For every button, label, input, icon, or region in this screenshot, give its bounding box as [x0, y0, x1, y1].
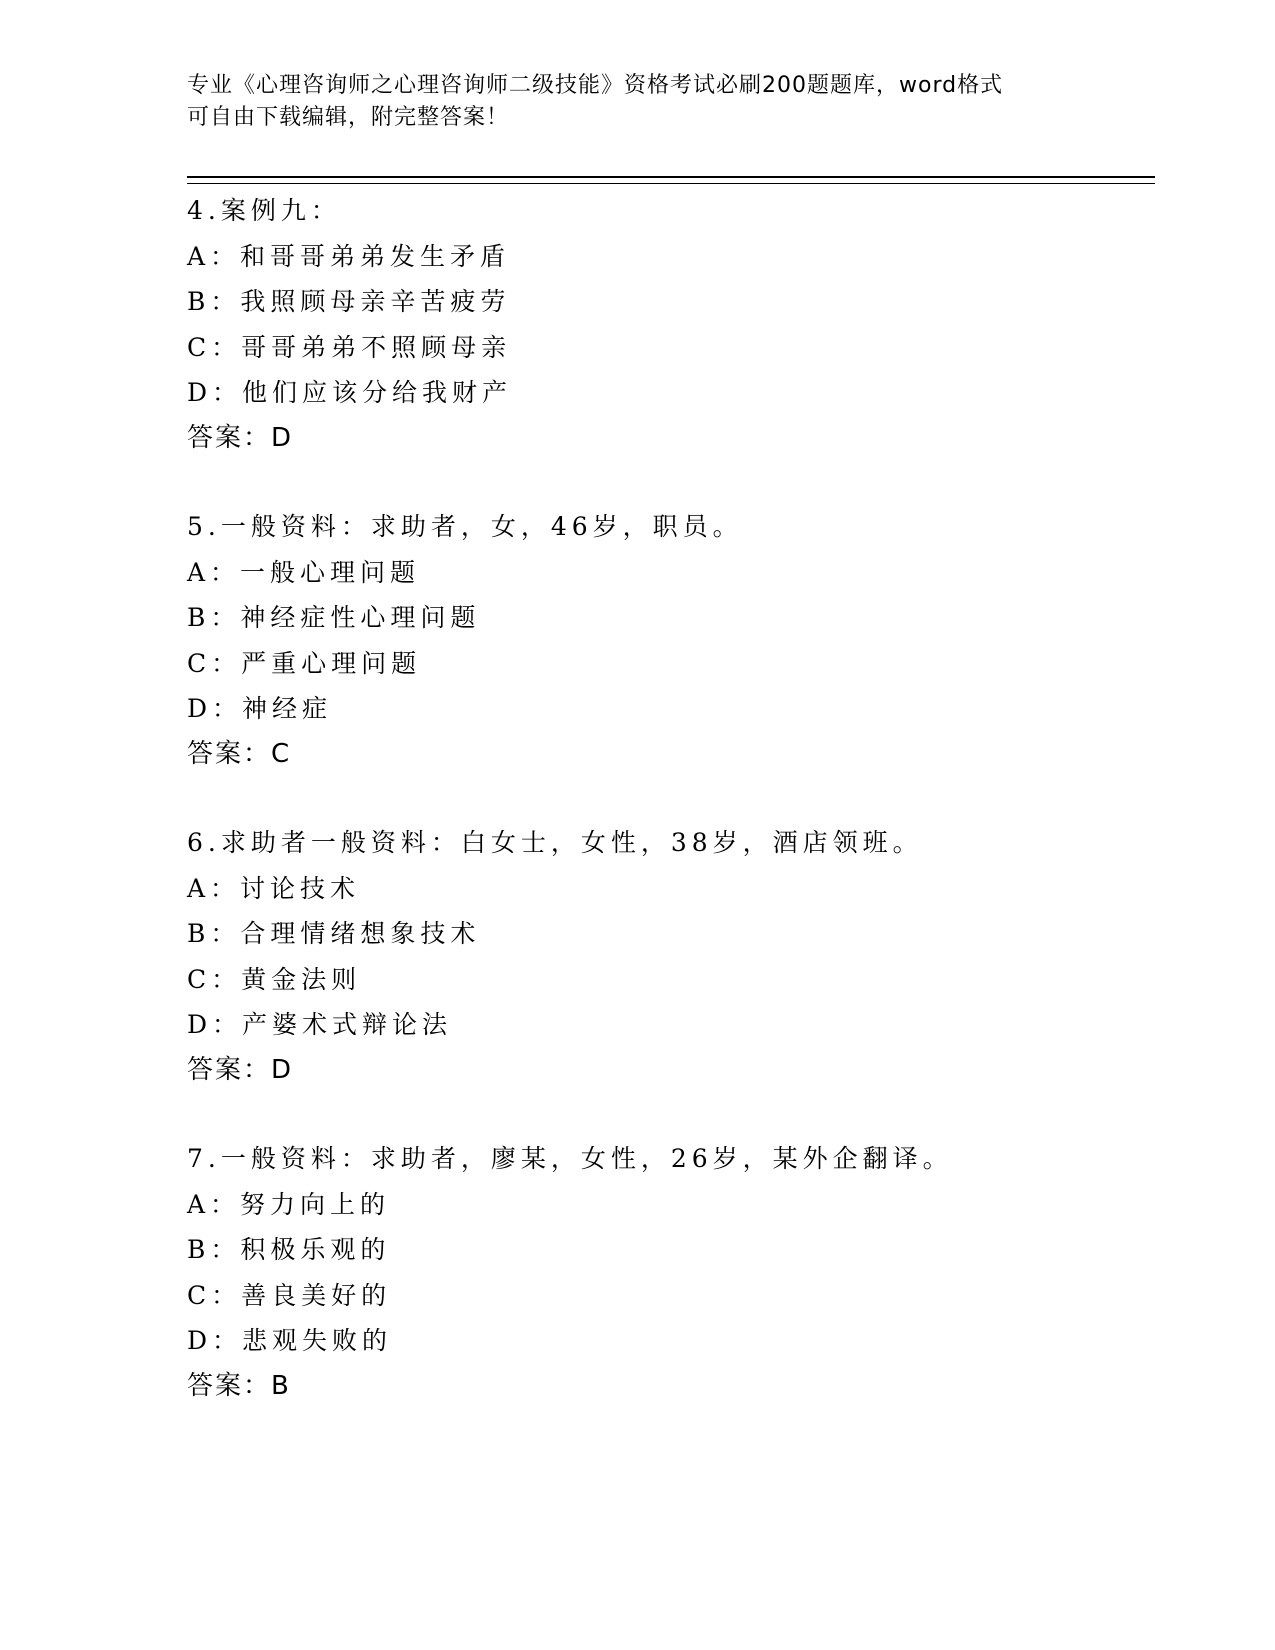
option-d: D：他们应该分给我财产	[187, 378, 513, 407]
option-a: A：讨论技术	[187, 873, 361, 903]
option-c: C：善良美好的	[187, 1280, 392, 1310]
option-c: C：严重心理问题	[187, 648, 422, 678]
option-b: B：积极乐观的	[187, 1235, 391, 1264]
option-d: D：悲观失败的	[187, 1326, 393, 1355]
option-c: C：哥哥弟弟不照顾母亲	[187, 332, 512, 362]
question-block	[187, 1136, 1147, 1409]
option-a: A：和哥哥弟弟发生矛盾	[187, 241, 511, 271]
option-a: A：努力向上的	[187, 1189, 391, 1219]
document-header	[187, 70, 1067, 134]
option-d: D：神经症	[187, 694, 333, 723]
option-b: B：我照顾母亲辛苦疲劳	[187, 287, 511, 316]
option-b: B：神经症性心理问题	[187, 603, 481, 632]
question-block	[187, 188, 1147, 461]
question-block	[187, 820, 1147, 1093]
header-divider	[187, 176, 1155, 184]
question-stem: 6.求助者一般资料：白女士，女性，38岁，酒店领班。	[187, 828, 923, 857]
answer-label: 答案：D	[187, 1054, 294, 1085]
option-a: A：一般心理问题	[187, 557, 421, 587]
header-line-2: 可自由下载编辑，附完整答案！	[187, 105, 510, 130]
question-block	[187, 504, 1147, 777]
answer-label: 答案：D	[187, 422, 294, 453]
header-line-1: 专业《心理咨询师之心理咨询师二级技能》资格考试必刷200题题库，word格式	[187, 73, 1004, 98]
question-stem: 7.一般资料：求助者，廖某，女性，26岁，某外企翻译。	[187, 1144, 953, 1173]
option-c: C：黄金法则	[187, 964, 362, 994]
answer-label: 答案：B	[187, 1370, 291, 1401]
question-stem: 5.一般资料：求助者，女，46岁，职员。	[187, 512, 743, 541]
option-d: D：产婆术式辩论法	[187, 1010, 453, 1039]
answer-label: 答案：C	[187, 738, 292, 769]
question-stem: 4.案例九：	[187, 196, 341, 225]
option-b: B：合理情绪想象技术	[187, 919, 481, 948]
question-list	[187, 188, 1147, 1452]
